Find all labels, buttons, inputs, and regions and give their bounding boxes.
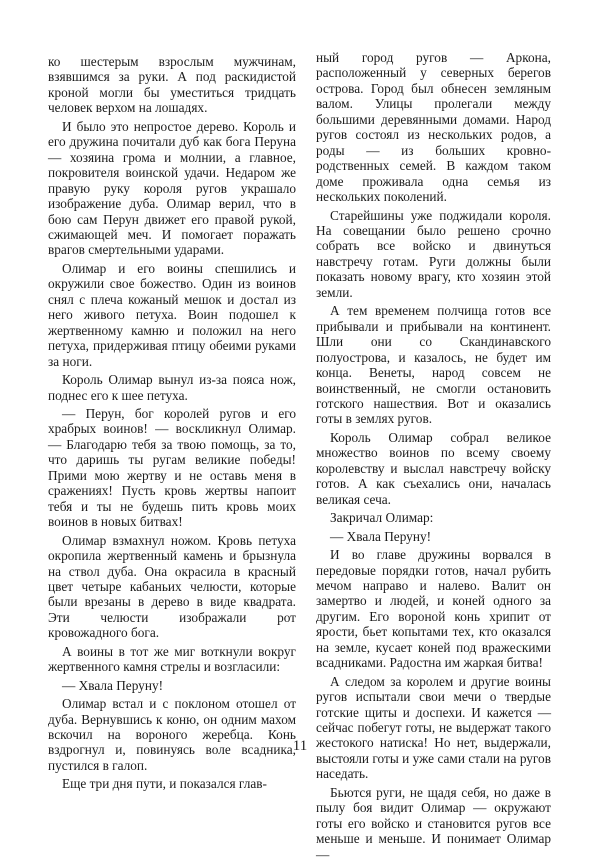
paragraph: Король Олимар вынул из-за пояса нож, поднес его к шее петуха.: [48, 372, 296, 403]
paragraph: ный город ругов — Аркона, расположенный у северных берегов острова. Город был обнесен земляным валом. Улицы пролегали между большими деревянными домами. Народ ругов состоял из нескольких родов, а роды — из больших кровно-родственных семей. В каждом таком доме проживала одна семья из нескольких поколений.: [316, 50, 551, 205]
paragraph: ко шестерым взрослым мужчинам, взявшимся за руки. А под раскидистой кроной могли бы уместиться тридцать человек верхом на лошадях.: [48, 54, 296, 116]
page-number: 11: [292, 738, 308, 754]
left-column: [48, 54, 296, 795]
paragraph: Бьются руги, не щадя себя, но даже в пылу боя видит Олимар — окружают готы его войско и становится ругов все меньше и меньше. И понимает Олимар —: [316, 784, 551, 862]
paragraph: — Хвала Перуну!: [62, 677, 164, 693]
paragraph: А тем временем полчища готов все прибывали и прибывали на континент. Шли они со Скандинавского полуострова, и казалось, не будет им конца. Венеты, народ совсем не воинственный, не смогли остановить готского нашествия. Вот и оказались готы в землях ругов.: [316, 303, 551, 427]
paragraph: — Хвала Перуну!: [330, 528, 432, 544]
paragraph: Олимар взмахнул ножом. Кровь петуха окропила жертвенный камень и брызнула на ствол дуба. Она окрасила в красный цвет четыре кабаньих челюсти, которые были врезаны в дерево в виде квадрата. Эти челюсти изображали рот кровожадного бога.: [48, 532, 296, 641]
paragraph: И было это непростое дерево. Король и его дружина почитали дуб как бога Перуна — хозяина грома и молнии, а главное, покровителя воинской удачи. Недаром же правую руку короля ругов украшало изображение дуба. Олимар верил, что в бою сам Перун движет его правой рукой, сжимающей меч. И помогает поражать врагов смертельными ударами.: [48, 118, 296, 258]
paragraph: Олимар и его воины спешились и окружили свое божество. Один из воинов снял с плеча кожаный мешок и достал из него живого петуха. Воин подошел к жертвенному камню и положил на него петуха, придерживая птицу обеими руками за ноги.: [48, 260, 296, 369]
paragraph: Король Олимар собрал великое множество воинов по всему своему королевству и выслал навстречу войску готов. А как съехались они, началась великая сеча.: [316, 429, 551, 507]
paragraph: Олимар встал и с поклоном отошел от дуба. Вернувшись к коню, он одним махом вскочил на вороного жеребца. Конь вздрогнул и, повинуясь воле всадника, пустился в галоп.: [48, 696, 296, 773]
paragraph: Еще три дня пути, и показался глав-: [62, 776, 267, 792]
paragraph: А воины в тот же миг воткнули вокруг жертвенного камня стрелы и возгласили:: [48, 643, 296, 675]
paragraph: И во главе дружины ворвался в передовые порядки готов, начал рубить мечом направо и налево. Валит он замертво и людей, и коней одного за другим. Его вороной конь хрипит от ярости, бьет копытами тех, кто оказался на земле, кусает коней под вражескими всадниками. Радостна им жаркая битва!: [316, 547, 551, 671]
paragraph: Старейшины уже поджидали короля. На совещании было решено срочно собрать все войско и двинуться навстречу готам. Руги должны были показать новому врагу, кто хозяин этой земли.: [316, 207, 551, 300]
paragraph: Закричал Олимар:: [330, 510, 434, 526]
paragraph: — Перун, бог королей ругов и его храбрых воинов! — воскликнул Олимар. — Благодарю тебя за твою помощь, за то, что даришь ты ругам великие победы! Прими мою жертву и не оставь меня в сражениях! Пусть кровь жертвы напоит тебя и ты не будешь пить кровь моих воинов в новых битвах!: [48, 405, 296, 530]
paragraph: А следом за королем и другие воины ругов испытали свои мечи о твердые готские щиты и доспехи. И кажется — сейчас побегут готы, не выдержат такого жестокого натиска! Но нет, выдержали, выстояли готы и уже сами стали на ругов наседать.: [316, 673, 551, 782]
